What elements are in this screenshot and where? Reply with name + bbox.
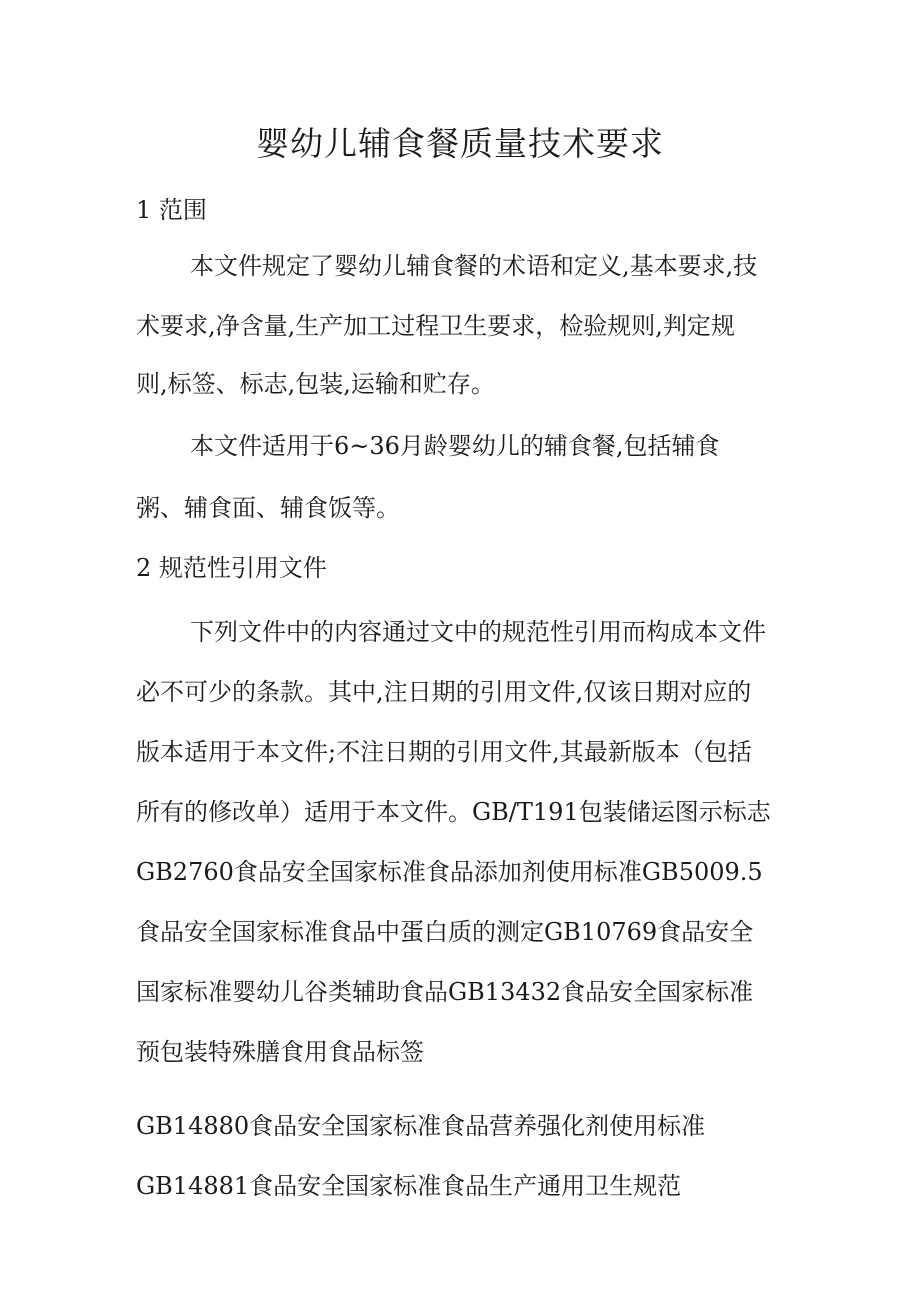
section-2-paragraph-line-5: GB2760食品安全国家标准食品添加剂使用标准GB5009.5 <box>136 858 763 886</box>
reference-gb14880: GB14880食品安全国家标准食品营养强化剂使用标准 <box>136 1112 706 1140</box>
document-title: 婴幼儿辅食餐质量技术要求 <box>256 124 664 163</box>
section-1-paragraph-1-line-3: 则,标签、标志,包装,运输和贮存。 <box>136 370 495 398</box>
section-2-heading: 2 规范性引用文件 <box>136 554 327 582</box>
section-1-heading: 1 范围 <box>136 196 207 224</box>
section-2-paragraph-line-4: 所有的修改单）适用于本文件。GB/T191包装储运图示标志 <box>136 798 771 826</box>
section-2-paragraph-line-7: 国家标准婴幼儿谷类辅助食品GB13432食品安全国家标准 <box>136 978 754 1006</box>
reference-gb14881: GB14881食品安全国家标准食品生产通用卫生规范 <box>136 1172 682 1200</box>
section-2-paragraph-line-1: 下列文件中的内容通过文中的规范性引用而构成本文件 <box>190 618 766 646</box>
section-1-paragraph-1-line-2: 术要求,净含量,生产加工过程卫生要求，检验规则,判定规 <box>136 312 735 340</box>
section-2-paragraph-line-2: 必不可少的条款。其中,注日期的引用文件,仅该日期对应的 <box>136 678 752 706</box>
section-1-paragraph-1-line-1: 本文件规定了婴幼儿辅食餐的术语和定义,基本要求,技 <box>190 252 758 280</box>
section-2-paragraph-line-3: 版本适用于本文件;不注日期的引用文件,其最新版本（包括 <box>136 738 752 766</box>
section-1-paragraph-2-line-2: 粥、辅食面、辅食饭等。 <box>136 494 400 522</box>
section-2-paragraph-line-6: 食品安全国家标准食品中蛋白质的测定GB10769食品安全 <box>136 918 754 946</box>
section-2-paragraph-line-8: 预包装特殊膳食用食品标签 <box>136 1038 424 1066</box>
section-1-paragraph-2-line-1: 本文件适用于6~36月龄婴幼儿的辅食餐,包括辅食 <box>190 432 720 460</box>
